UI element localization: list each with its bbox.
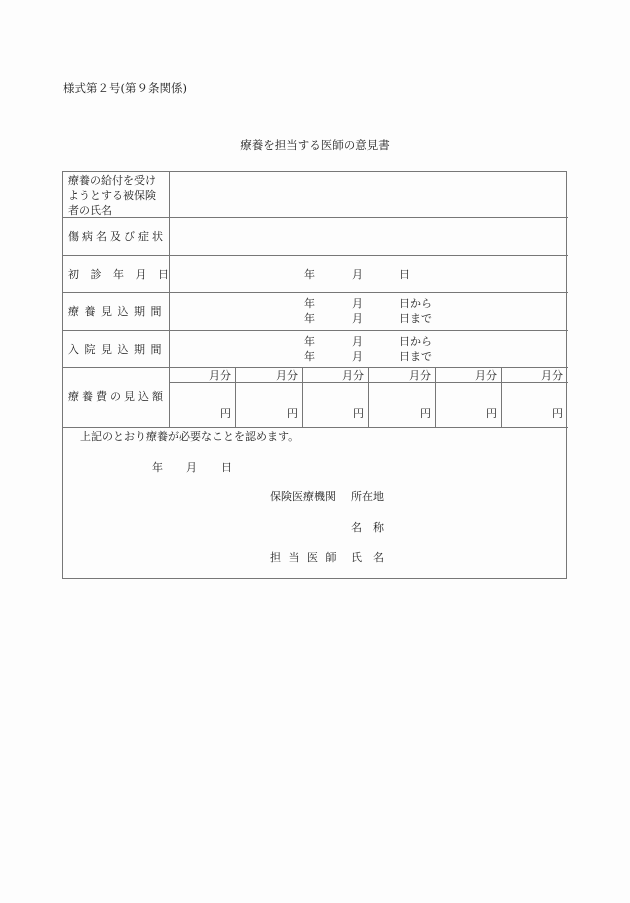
hospital-to-day: 日まで — [399, 350, 432, 363]
insured-name-field[interactable] — [171, 173, 567, 216]
doctor-name-label: 氏 名 — [351, 551, 384, 564]
opinion-form-table — [62, 171, 567, 579]
row-divider — [63, 330, 568, 331]
cost-month-2: 月分 — [276, 369, 298, 382]
cost-yen-4: 円 — [420, 407, 431, 420]
label-column-divider — [169, 172, 170, 427]
treatment-to-day: 日まで — [399, 312, 432, 325]
first-visit-label: 初 診 年 月 日 — [68, 268, 173, 281]
cost-month-6: 月分 — [541, 369, 563, 382]
cost-yen-2: 円 — [287, 407, 298, 420]
document-title: 療養を担当する医師の意見書 — [240, 138, 390, 152]
cost-yen-5: 円 — [486, 407, 497, 420]
first-visit-month: 月 — [352, 268, 363, 281]
cost-estimate-label: 療養費の見込額 — [68, 390, 166, 403]
cost-yen-1: 円 — [220, 407, 231, 420]
address-label: 所在地 — [351, 490, 384, 503]
institution-label: 保険医療機関 — [270, 490, 336, 503]
hospital-from-day: 日から — [399, 335, 432, 348]
cost-yen-6: 円 — [552, 407, 563, 420]
label-line: ようとする被保険 — [68, 189, 156, 202]
hospital-to-month: 月 — [352, 350, 363, 363]
cert-date-year: 年 — [152, 461, 163, 474]
cost-month-4: 月分 — [409, 369, 431, 382]
cert-date-month: 月 — [186, 461, 197, 474]
form-number: 様式第２号(第９条関係) — [63, 81, 187, 95]
treatment-from-day: 日から — [399, 297, 432, 310]
treatment-from-year: 年 — [304, 297, 315, 310]
cert-date-day: 日 — [221, 461, 232, 474]
cost-month-1: 月分 — [209, 369, 231, 382]
certification-statement: 上記のとおり療養が必要なことを認めます。 — [80, 430, 300, 443]
hospital-from-year: 年 — [304, 335, 315, 348]
treatment-to-month: 月 — [352, 312, 363, 325]
hospital-period-label: 入 院 見 込 期 間 — [68, 343, 163, 356]
label-line: 療養の給付を受け — [68, 174, 156, 187]
hospital-to-year: 年 — [304, 350, 315, 363]
doctor-label: 担 当 医 師 — [270, 551, 339, 564]
cost-month-5: 月分 — [475, 369, 497, 382]
injury-field[interactable] — [171, 219, 567, 254]
insured-name-label — [68, 173, 156, 218]
institution-name-label: 名 称 — [351, 521, 384, 534]
row-divider — [63, 292, 568, 293]
hospital-from-month: 月 — [352, 335, 363, 348]
treatment-to-year: 年 — [304, 312, 315, 325]
first-visit-day: 日 — [399, 268, 410, 281]
injury-label: 傷病名及び症状 — [68, 230, 166, 243]
treatment-from-month: 月 — [352, 297, 363, 310]
first-visit-year: 年 — [304, 268, 315, 281]
treatment-period-label: 療 養 見 込 期 間 — [68, 305, 163, 318]
row-divider — [63, 427, 568, 428]
label-line: 者の氏名 — [68, 204, 112, 217]
row-divider — [63, 255, 568, 256]
cost-month-3: 月分 — [342, 369, 364, 382]
cost-yen-3: 円 — [353, 407, 364, 420]
